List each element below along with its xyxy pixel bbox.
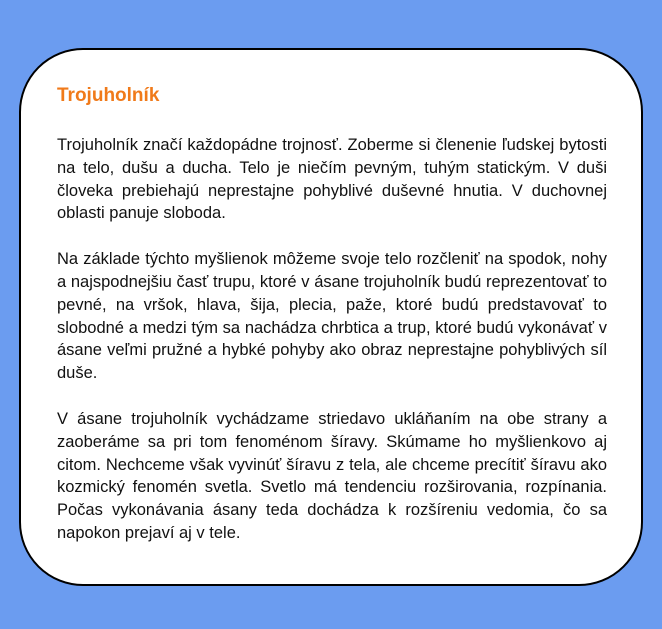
paragraph-2: Na základe týchto myšlienok môžeme svoje telo rozčleniť na spodok, nohy a najspodnejšiu časť trupu, ktoré v ásane trojuholník budú reprezentovať to pevné, na vršok, hlava, šija, plecia, paže, ktoré budú predstavovať to slobodné a medzi tým sa nachádza chrbtica a trup, ktoré budú vykonávať v ásane veľmi pružné a hybké pohyby ako obraz neprestajne pohyblivých síl duše. bbox=[57, 250, 607, 383]
text-card bbox=[19, 48, 643, 586]
document-title: Trojuholník bbox=[57, 85, 160, 106]
paragraph-3: V ásane trojuholník vychádzame striedavo ukláňaním na obe strany a zaoberáme sa pri tom fenoménom šíravy. Skúmame ho myšlienkovo aj citom. Nechceme však vyvinúť šíravu z tela, ale chceme precítiť šíravu ako kozmický fenomén svetla. Svetlo má tendenciu rozširovania, rozpínania. Počas vykonávania ásany teda dochádza k rozšíreniu vedomia, čo sa napokon prejaví aj v tele. bbox=[57, 409, 607, 542]
document-body bbox=[57, 134, 607, 545]
paragraph-1: Trojuholník značí každopádne trojnosť. Zoberme si členenie ľudskej bytosti na telo, dušu a ducha. Telo je niečím pevným, tuhým statickým. V duši človeka prebiehajú neprestajne pohyblivé duševné hnutia. V duchovnej oblasti panuje sloboda. bbox=[57, 136, 607, 223]
